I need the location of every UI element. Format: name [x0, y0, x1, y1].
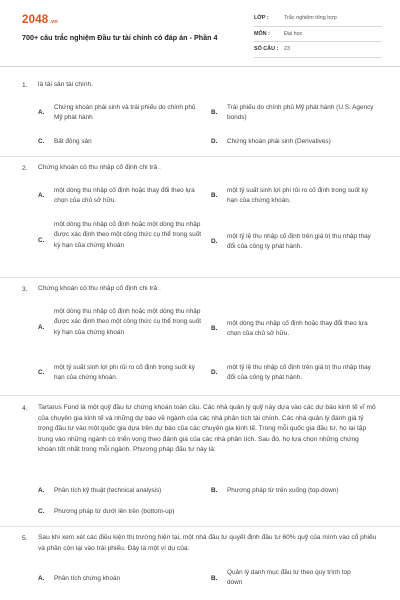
question-separator [0, 156, 400, 157]
option-letter: B. [211, 192, 218, 199]
meta-row-subject [254, 27, 382, 43]
option-text: Phân tích kỹ thuật (technical analysis) [54, 487, 162, 494]
question-text: Sau khi xem xét các điều kiện thị trường hiện tại, một nhà đầu tư quyết định đầu tư 60% quỹ của mình vào cổ phiếu và phần còn lại vào trái phiếu. Đây là một ví dụ của: [38, 534, 377, 552]
header [0, 0, 400, 66]
option-letter: B. [211, 575, 218, 582]
question-number: 4. [22, 405, 28, 412]
option-letter: A. [38, 324, 45, 331]
option-text: một dòng thu nhập cố định hoặc thay đổi theo lựa chọn của chủ sở hữu. [54, 187, 195, 205]
question-text: Tartarus Fund là một quỹ đầu tư chứng khoán toàn cầu. Các nhà quản lý quỹ này dựa vào các dự báo kinh tế vĩ mô của chuyên gia kinh tế và những dự báo về ngành của các nhà phân tích tài chính. Các nhà quản lý đánh giá tỷ trọng đầu tư vào một quốc gia dựa trên dự báo của các chuyên gia kinh tế. Trong mỗi quốc gia đầu tư, họ lại tập trung vào những ngành có triển vọng theo đánh giá của các nhà phân tích. Sau đó, họ lựa chọn những chứng khoán tốt nhất trong mỗi ngành. Phương pháp đầu tư này là: [38, 404, 376, 454]
option-letter: C. [38, 369, 45, 376]
header-divider [0, 66, 400, 67]
logo-main: 2048 [22, 14, 49, 26]
option-text: Phương pháp từ trên xuống (top-down) [227, 487, 339, 494]
question-number: 3. [22, 286, 28, 293]
meta-value: Đại học [284, 30, 303, 37]
option-text: Trái phiếu do chính phủ Mỹ phát hành (U.S. Agency bonds) [227, 104, 374, 122]
question-separator [0, 277, 400, 278]
option-text: Bất động sản [54, 138, 92, 145]
option-text: một dòng thu nhập cố định hoặc thay đổi theo lựa chọn của chủ sở hữu. [227, 320, 368, 338]
option-letter: A. [38, 109, 45, 116]
option-text: Chứng khoán phái sinh và trái phiếu do chính phủ Mỹ phát hành [54, 104, 196, 122]
option-text: một tỷ suất sinh lợi phi rủi ro cố định trong suốt kỳ hạn của chứng khoán. [227, 187, 368, 205]
option-letter: C. [38, 138, 45, 145]
option-letter: C. [38, 237, 45, 244]
meta-row-count [254, 42, 382, 58]
question-text: Chứng khoán có thu nhập cố định chi trả . [38, 164, 161, 171]
question-number: 1. [22, 82, 28, 89]
meta-value: Trắc nghiệm tổng hợp [284, 15, 337, 21]
option-letter: B. [211, 325, 218, 332]
option-letter: D. [211, 238, 218, 245]
site-logo[interactable] [22, 14, 58, 26]
document-title: 700+ câu trắc nghiệm Đầu tư tài chính có đáp án - Phần 4 [22, 33, 218, 42]
option-text: Chứng khoán phái sinh (Derivatives) [227, 138, 331, 145]
meta-row-class [254, 11, 382, 27]
meta-label: SỐ CÂU : [254, 46, 279, 52]
question-text: là tài sản tài chính. [38, 81, 93, 88]
meta-table [254, 11, 382, 58]
option-letter: A. [38, 487, 45, 494]
option-text: Quản lý danh mục đầu tư theo quy trình top down [227, 569, 351, 587]
meta-label: LỚP : [254, 15, 269, 21]
option-text: Phương pháp từ dưới lên trên (bottom-up) [54, 508, 175, 515]
logo-suffix: .vn [49, 19, 58, 25]
option-text: một dòng thu nhập cố định hoặc một dòng thu nhập được xác định theo một công thức cụ thể trong suốt kỳ hạn của chứng khoán [54, 221, 202, 249]
question-separator [0, 526, 400, 527]
option-letter: C. [38, 508, 45, 515]
question-number: 5. [22, 535, 28, 542]
option-text: Phân tích chứng khoán [54, 575, 121, 582]
meta-value: 23 [284, 46, 290, 52]
option-text: một tỷ lệ thu nhập cố định trên giá trị thu nhập thay đổi của công ty phát hành. [227, 233, 371, 251]
option-letter: A. [38, 192, 45, 199]
option-text: một tỷ lệ thu nhập cố định trên giá trị thu nhập thay đổi của công ty phát hành. [227, 364, 371, 382]
meta-label: MÔN : [254, 30, 270, 37]
option-letter: A. [38, 575, 45, 582]
option-letter: D. [211, 138, 218, 145]
question-number: 2. [22, 165, 28, 172]
question-separator [0, 395, 400, 396]
option-letter: B. [211, 109, 218, 116]
option-letter: D. [211, 369, 218, 376]
option-letter: B. [211, 487, 218, 494]
question-text: Chứng khoán có thu nhập cố định chi trả . [38, 285, 161, 292]
option-text: một tỷ suất sinh lợi phi rủi ro cố định trong suốt kỳ hạn của chứng khoán. [54, 364, 195, 382]
option-text: một dòng thu nhập cố định hoặc một dòng thu nhập được xác định theo một công thức cụ thể trong suốt kỳ hạn của chứng khoán [54, 308, 202, 336]
